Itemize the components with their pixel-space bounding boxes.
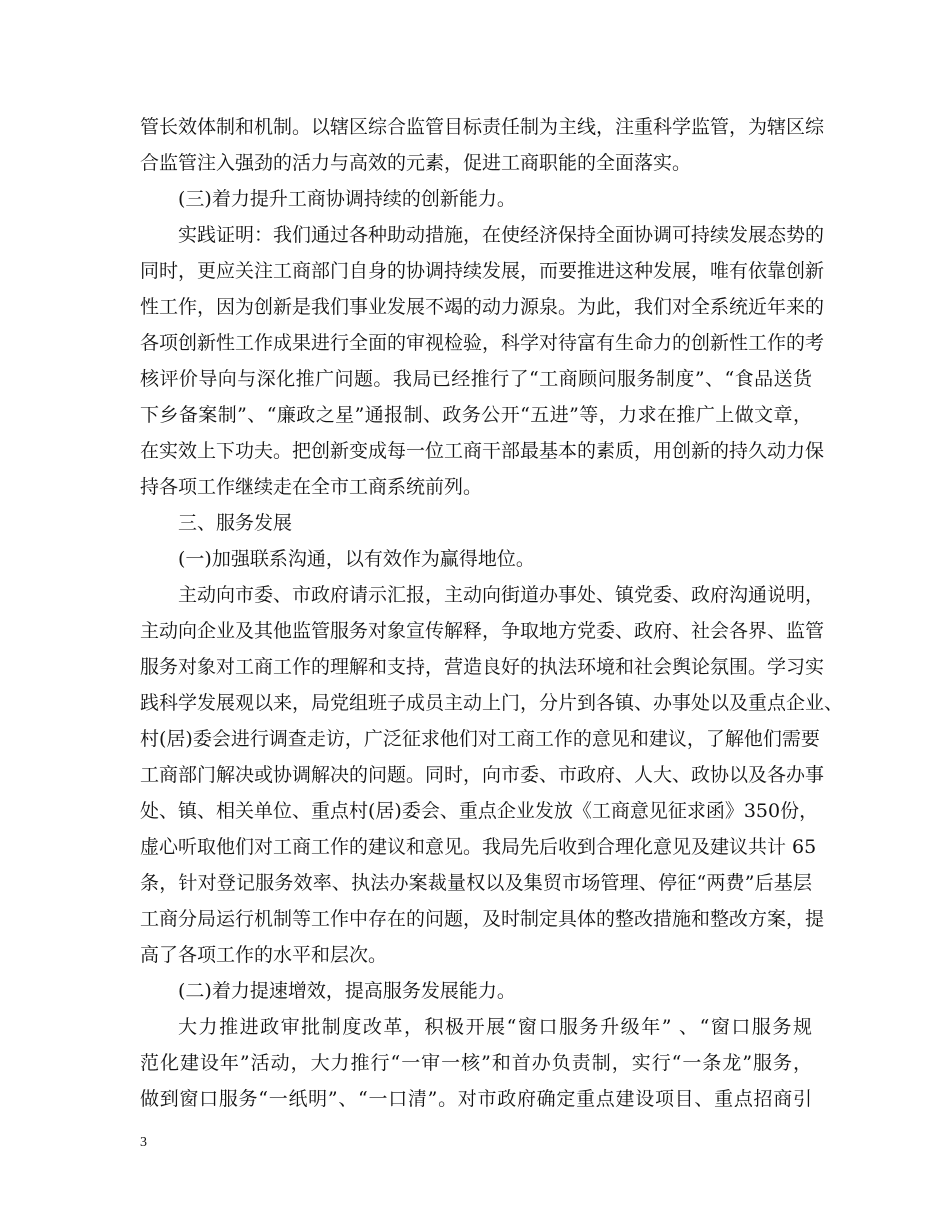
text-line: 性工作，因为创新是我们事业发展不竭的动力源泉。为此，我们对全系统近年来的 bbox=[140, 296, 825, 318]
text-line: 各项创新性工作成果进行全面的审视检验，科学对待富有生命力的创新性工作的考 bbox=[140, 332, 825, 354]
text-line: 范化建设年”活动，大力推行“一审一核”和首办负责制，实行“一条龙”服务， bbox=[140, 1052, 812, 1074]
text-line: 合监管注入强劲的活力与高效的元素，促进工商职能的全面落实。 bbox=[140, 152, 692, 174]
text-line: 在实效上下功夫。把创新变成每一位工商干部最基本的素质，用创新的持久动力保 bbox=[140, 440, 825, 462]
text-line: 虚心听取他们对工商工作的建议和意见。我局先后收到合理化意见及建议共计 65 bbox=[140, 836, 817, 858]
page-number: 3 bbox=[140, 1135, 147, 1150]
subsection-heading: (二)着力提速增效，提高服务发展能力。 bbox=[178, 980, 516, 1002]
text-line: 高了各项工作的水平和层次。 bbox=[140, 944, 388, 966]
text-line: 下乡备案制”、“廉政之星”通报制、政务公开“五进”等，力求在推广上做文章， bbox=[140, 404, 812, 426]
text-line: 做到窗口服务“一纸明”、“一口清”。对市政府确定重点建设项目、重点招商引 bbox=[140, 1088, 812, 1110]
text-line: 主动向市委、市政府请示汇报，主动向街道办事处、镇党委、政府沟通说明， bbox=[178, 584, 825, 606]
text-line: 工商分局运行机制等工作中存在的问题，及时制定具体的整改措施和整改方案，提 bbox=[140, 908, 825, 930]
text-line: 处、镇、相关单位、重点村(居)委会、重点企业发放《工商意见征求函》350份， bbox=[140, 800, 819, 822]
document-body bbox=[140, 109, 844, 1117]
text-line: 同时，更应关注工商部门自身的协调持续发展，而要推进这种发展，唯有依靠创新 bbox=[140, 260, 825, 282]
text-line: 实践证明：我们通过各种助动措施，在使经济保持全面协调可持续发展态势的 bbox=[178, 224, 825, 246]
text-line: 条，针对登记服务效率、执法办案裁量权以及集贸市场管理、停征“两费”后基层 bbox=[140, 872, 812, 894]
text-line: 大力推进政审批制度改革，积极开展“窗口服务升级年” 、“窗口服务规 bbox=[178, 1016, 812, 1038]
text-line: 工商部门解决或协调解决的问题。同时，向市委、市政府、人大、政协以及各办事 bbox=[140, 764, 825, 786]
text-line: 践科学发展观以来，局党组班子成员主动上门，分片到各镇、办事处以及重点企业、 bbox=[140, 692, 844, 714]
subsection-heading: (一)加强联系沟通，以有效作为赢得地位。 bbox=[178, 548, 535, 570]
section-heading: 三、服务发展 bbox=[178, 512, 293, 534]
subsection-heading: (三)着力提升工商协调持续的创新能力。 bbox=[178, 188, 516, 210]
text-line: 主动向企业及其他监管服务对象宣传解释，争取地方党委、政府、社会各界、监管 bbox=[140, 620, 825, 642]
text-line: 服务对象对工商工作的理解和支持，营造良好的执法环境和社会舆论氛围。学习实 bbox=[140, 656, 825, 678]
text-line: 持各项工作继续走在全市工商系统前列。 bbox=[140, 476, 483, 498]
text-line: 管长效体制和机制。以辖区综合监管目标责任制为主线，注重科学监管，为辖区综 bbox=[140, 116, 825, 138]
text-line: 核评价导向与深化推广问题。我局已经推行了“工商顾问服务制度”、“食品送货 bbox=[140, 368, 812, 390]
text-line: 村(居)委会进行调查走访，广泛征求他们对工商工作的意见和建议，了解他们需要 bbox=[140, 728, 820, 750]
